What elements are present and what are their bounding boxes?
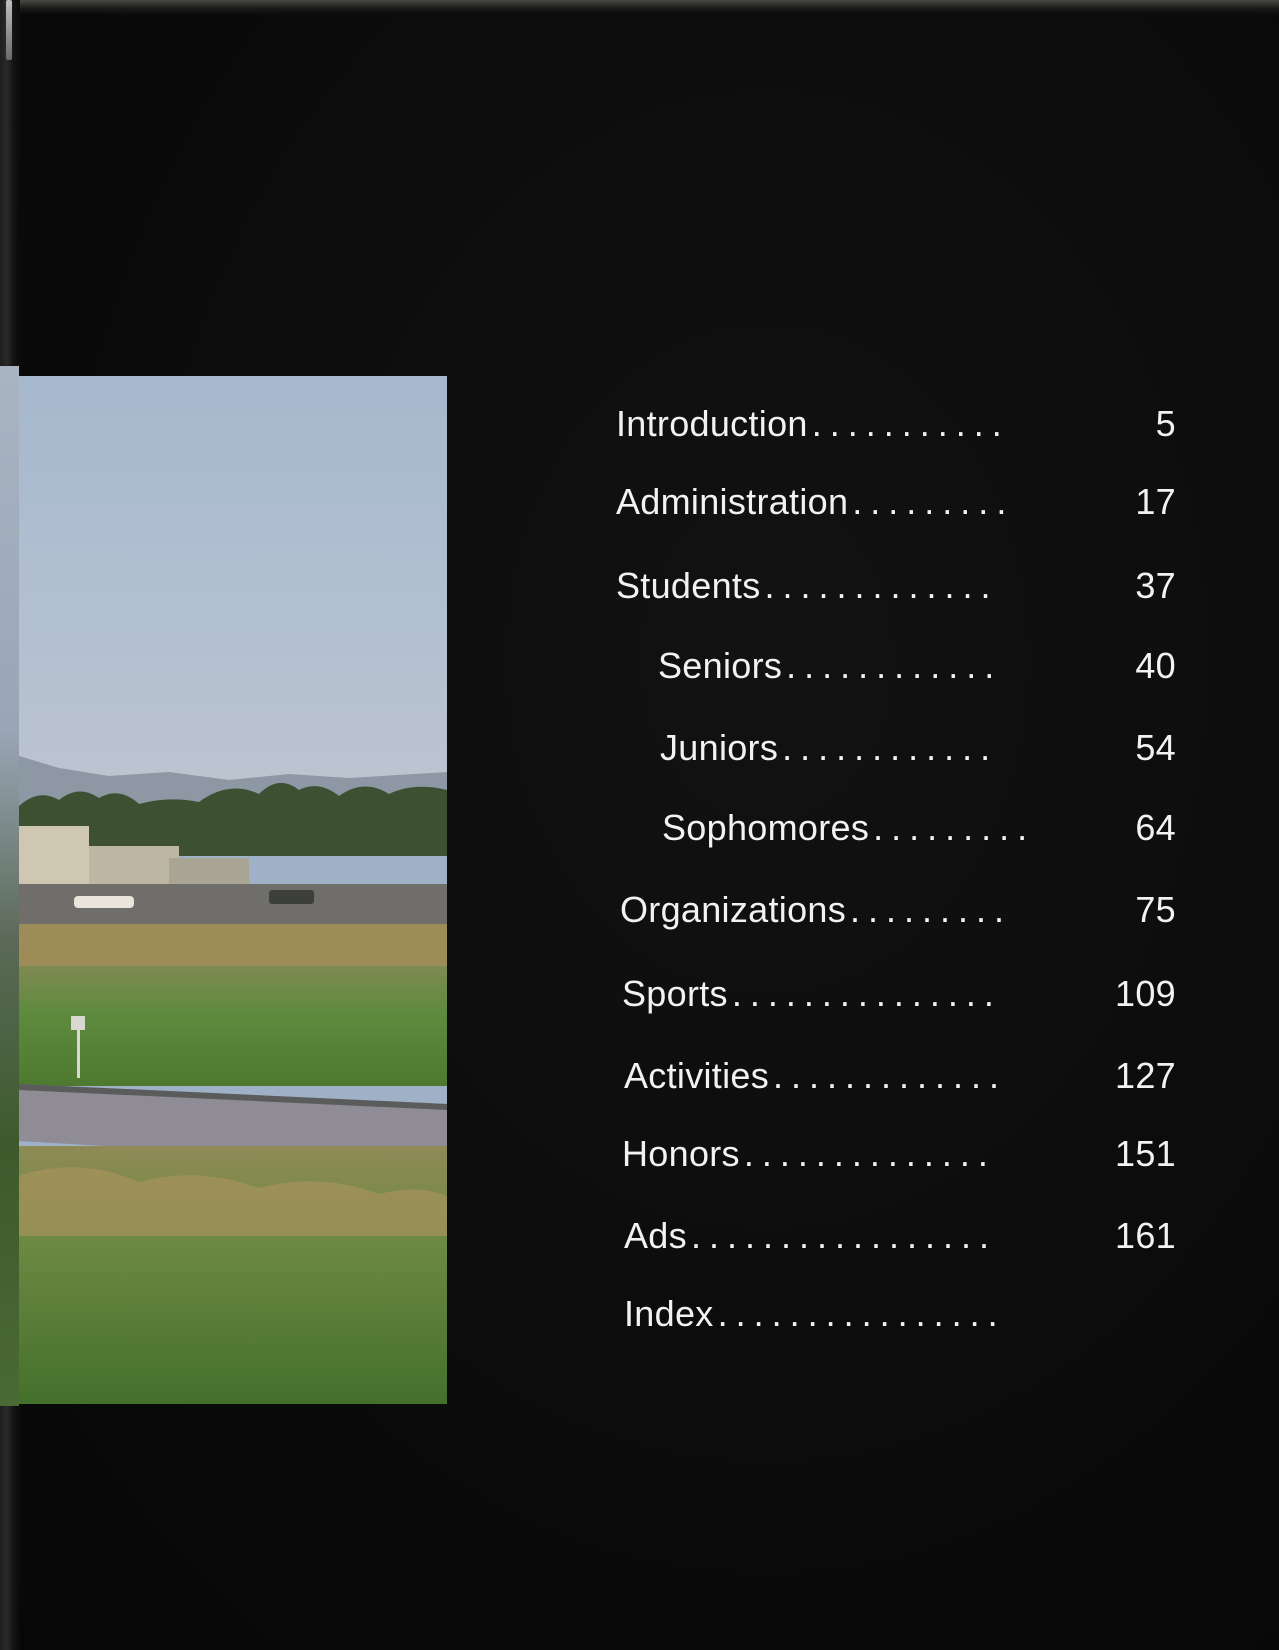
toc-label: Sophomores [662,807,870,848]
toc-leader-dots: ............. [764,565,999,606]
toc-label: Administration [616,481,849,522]
toc-leader-dots: ................ [717,1293,1006,1334]
toc-label: Students [616,565,761,606]
toc-entry-index [616,1290,1176,1338]
toc-leader-dots: ......... [873,807,1036,848]
toc-leader-dots: ................. [690,1215,997,1256]
photo-truck [269,890,314,904]
photo-sign [71,1016,85,1030]
toc-entry-introduction [616,400,1176,448]
toc-page-number: 75 [1135,889,1176,930]
toc-leader-dots: ........... [811,403,1010,444]
toc-entry-administration [616,478,1176,526]
page-top-edge [20,0,1279,14]
toc-leader-dots: ............. [773,1055,1008,1096]
toc-leader-dots: ............ [782,727,999,768]
toc-page-number: 54 [1135,727,1176,768]
toc-entry-sophomores [616,804,1176,852]
toc-leader-dots: ......... [852,481,1015,522]
toc-label: Index [624,1293,714,1334]
toc-page-number: 161 [1115,1215,1176,1256]
toc-entry-ads [616,1212,1176,1260]
toc-page-number: 109 [1115,973,1176,1014]
toc-page-number: 37 [1135,565,1176,606]
toc-label: Ads [624,1215,687,1256]
toc-entry-sports [616,970,1176,1018]
toc-entry-juniors [616,724,1176,772]
toc-entry-honors [616,1130,1176,1178]
toc-entry-students [616,562,1176,610]
toc-page-number: 64 [1135,807,1176,848]
adjacent-photo-edge [0,366,19,1406]
toc-leader-dots: ............ [786,645,1003,686]
toc-entry-activities [616,1052,1176,1100]
toc-page-number: 127 [1115,1055,1176,1096]
photo-building [19,826,89,886]
toc-leader-dots: ............... [731,973,1002,1014]
school-landscape-photo [19,376,447,1404]
toc-leader-dots: .............. [743,1133,996,1174]
toc-page-number: 5 [1155,403,1176,444]
photo-signpost [77,1028,80,1078]
photo-sky [19,376,447,796]
spine-highlight [6,0,12,60]
photo-building [169,858,249,884]
toc-leader-dots: ......... [850,889,1013,930]
toc-page-number: 40 [1135,645,1176,686]
photo-car [74,896,134,908]
toc-label: Honors [622,1133,740,1174]
toc-label: Juniors [660,727,779,768]
toc-entry-organizations [616,886,1176,934]
toc-label: Seniors [658,645,783,686]
toc-label: Organizations [620,889,847,930]
toc-label: Introduction [616,403,808,444]
toc-label: Activities [624,1055,770,1096]
toc-page-number: 17 [1135,481,1176,522]
toc-page-number: 151 [1115,1133,1176,1174]
toc-label: Sports [622,973,728,1014]
toc-entry-seniors [616,642,1176,690]
photo-building [89,846,179,886]
landscape-image [19,376,447,1404]
